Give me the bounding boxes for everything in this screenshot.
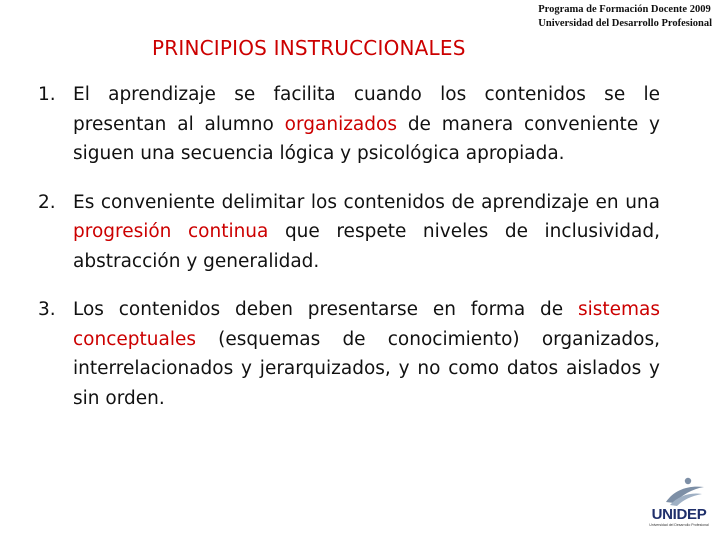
highlight-text: organizados <box>284 113 397 135</box>
item-text: (esquemas de conocimiento) organizados, interrelacionados y jerarquizados, y no como datos aislados y sin orden. <box>73 328 660 409</box>
highlight-text: sistemas conceptuales <box>73 299 660 350</box>
item-text: que respete niveles de inclusividad, abstracción y generalidad. <box>73 221 660 272</box>
runner-icon <box>644 476 714 508</box>
item-number: 1. <box>38 84 56 105</box>
item-text: Es conveniente delimitar los contenidos de aprendizaje en una <box>73 191 660 213</box>
list-item <box>38 188 660 277</box>
university-name: Universidad del Desarrollo Profesional <box>538 18 712 29</box>
list-item <box>38 80 660 169</box>
unidep-logo <box>644 476 714 534</box>
list-item <box>38 295 660 413</box>
highlight-text: progresión continua <box>73 221 269 242</box>
logo-name: UNIDEP <box>651 506 707 523</box>
header-block <box>538 3 712 31</box>
slide-title: PRINCIPIOS INSTRUCCIONALES <box>152 36 466 60</box>
item-text: Los contenidos deben presentarse en forma de <box>73 299 578 320</box>
program-name: Programa de Formación Docente 2009 <box>538 4 711 15</box>
item-text: El aprendizaje se facilita cuando los contenidos se le presentan al alumno <box>73 84 660 135</box>
logo-subtitle: Universidad del Desarrollo Profesional <box>649 523 709 527</box>
item-number: 3. <box>38 299 56 320</box>
item-text: de manera conveniente y siguen una secuencia lógica y psicológica apropiada. <box>73 113 660 164</box>
principles-list <box>38 80 660 413</box>
item-number: 2. <box>38 191 56 213</box>
